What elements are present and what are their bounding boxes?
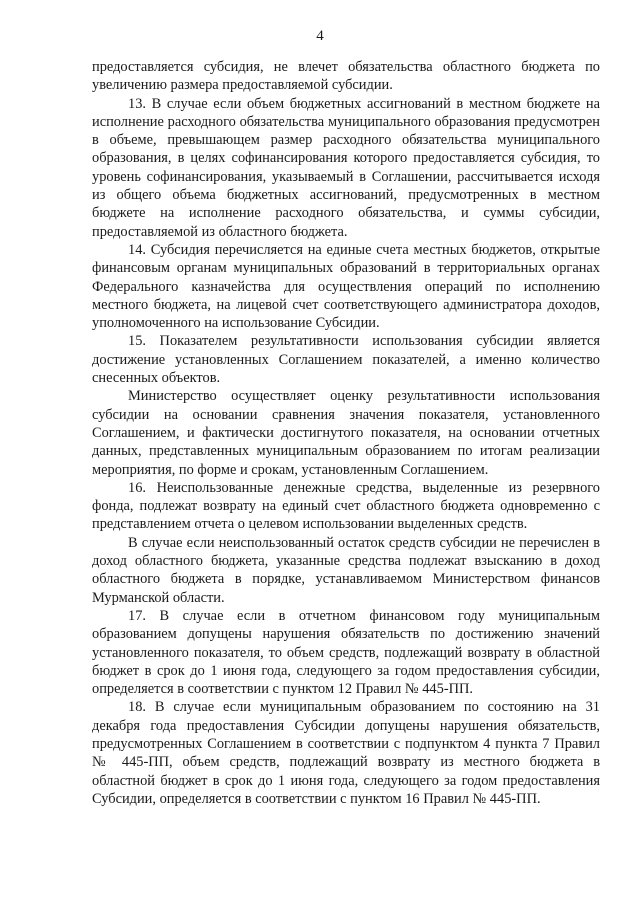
paragraph-13: 13. В случае если объем бюджетных ассигнований в местном бюджете на исполнение расходного обязательства муниципального образования предусмотрен в объеме, превышающем размер расходного обязательства муниципального образования, в целях софинансирования которого предоставляется субсидия, то уровень софинансирования, указываемый в Соглашении, рассчитывается исходя из общего объема бюджетных ассигнований, предусмотренных в местном бюджете на исполнение расходного обязательства, и суммы субсидии, предоставляемой из областного бюджета.	[92, 95, 600, 240]
paragraph-18: 18. В случае если муниципальным образованием по состоянию на 31 декабря года предоставления Субсидии допущены нарушения обязательств, предусмотренных Соглашением в соответствии с подпунктом 4 пункта 7 Правил № 445-ПП, объем средств, подлежащий возврату из местного бюджета в областной бюджет в срок до 1 июня года, следующего за годом предоставления Субсидии, определяется в соответствии с пунктом 16 Правил № 445-ПП.	[92, 699, 600, 807]
paragraph-ministry-assessment: Министерство осуществляет оценку результативности использования субсидии на основании сравнения значения показателя, установленного Соглашением, и фактически достигнутого показателя, на основании отчетных данных, представленных муниципальным образованием по итогам реализации мероприятия, по форме и срокам, установленным Соглашением.	[92, 388, 600, 478]
paragraph-unused-balance: В случае если неиспользованный остаток средств субсидии не перечислен в доход областного бюджета, указанные средства подлежат взысканию в доход областного бюджета в порядке, устанавливаемом Министерством финансов Мурманской области.	[92, 534, 600, 606]
paragraph-16: 16. Неиспользованные денежные средства, выделенные из резервного фонда, подлежат возврату на единый счет областного бюджета одновременно с представлением отчета о целевом использовании выделенных средств.	[92, 479, 600, 533]
paragraph-17: 17. В случае если в отчетном финансовом году муниципальным образованием допущены нарушения обязательств по достижению значений установленного показателя, то объем средств, подлежащий возврату в областной бюджет в срок до 1 июня года, следующего за годом предоставления субсидии, определяется в соответствии с пунктом 12 Правил № 445-ПП.	[92, 607, 600, 698]
page-number: 4	[316, 28, 324, 44]
paragraph-14: 14. Субсидия перечисляется на единые счета местных бюджетов, открытые финансовым органам муниципальных образований в территориальных органах Федерального казначейства для осуществления операций по исполнению местного бюджета, на лицевой счет соответствующего администратора доходов, уполномоченного на использование Субсидии.	[92, 241, 600, 332]
paragraph-continuation: предоставляется субсидия, не влечет обязательства областного бюджета по увеличению размера предоставляемой субсидии.	[92, 59, 600, 94]
paragraph-15: 15. Показателем результативности использования субсидии является достижение установленных Соглашением показателей, а именно количество снесенных объектов.	[92, 333, 600, 387]
document-body	[92, 58, 600, 808]
